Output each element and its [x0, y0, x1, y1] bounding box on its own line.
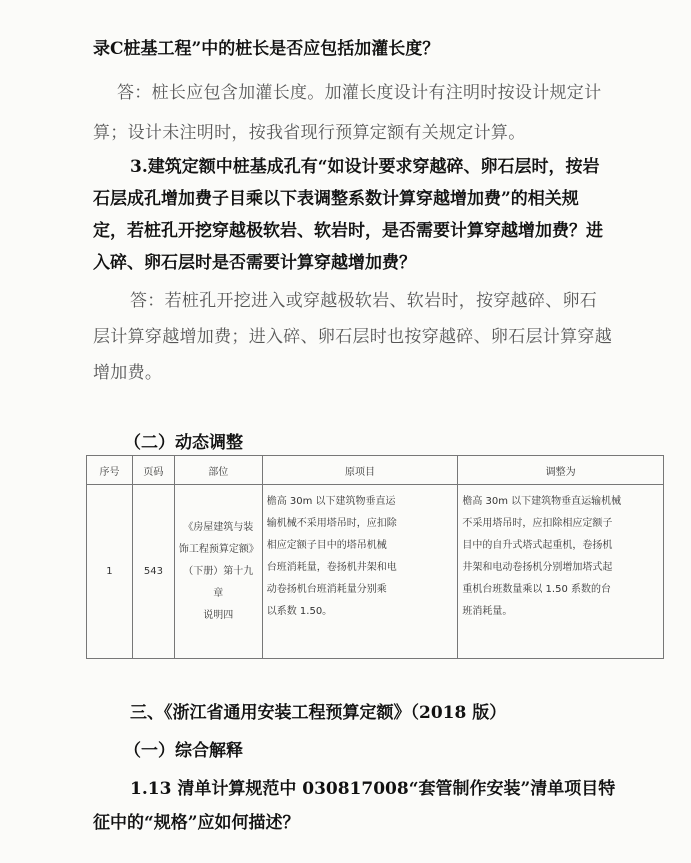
cell-line: （下册）第十九章 [183, 565, 254, 599]
cell-line: 目中的自升式塔式起重机，卷扬机 [462, 540, 613, 551]
text-line: 录C桩基工程”中的桩长是否应包括加灌长度？ [93, 39, 440, 59]
cell-line: 班消耗量。 [462, 606, 513, 617]
cell-page: 543 [132, 485, 174, 659]
cell-line: 井架和电动卷扬机分别增加塔式起 [462, 562, 613, 573]
table-row [87, 485, 664, 659]
question-line: 定，若桩孔开挖穿越极软岩、软岩时，是否需要计算穿越增加费？进 [93, 221, 603, 241]
cell-line: 不采用塔吊时，应扣除相应定额子 [462, 518, 613, 529]
cell-line: 动卷扬机台班消耗量分别乘 [266, 584, 387, 595]
cell-no: 1 [87, 485, 133, 659]
cell-line: 檐高 30m 以下建筑物垂直运输机械 [462, 496, 622, 507]
answer-line: 算；设计未注明时，按我省现行预算定额有关规定计算。 [93, 123, 526, 143]
question-line: 入碎、卵石层时是否需要计算穿越增加费？ [93, 253, 416, 273]
table-header-row [87, 456, 664, 485]
header-no: 序号 [87, 456, 133, 485]
section-heading: （一）综合解释 [124, 741, 243, 761]
answer-line: 答：若桩孔开挖进入或穿越极软岩、软岩时，按穿越碎、卵石 [130, 291, 598, 311]
cell-line: 重机台班数量乘以 1.50 系数的台 [462, 584, 611, 595]
answer-line: 答：桩长应包含加灌长度。加灌长度设计有注明时按设计规定计 [117, 83, 602, 103]
cell-part [174, 485, 262, 659]
chapter-heading: 三、《浙江省通用安装工程预算定额》（2018 版） [130, 703, 507, 723]
answer-line: 增加费。 [93, 363, 163, 383]
cell-line: 《房屋建筑与装 [183, 521, 254, 533]
cell-adjusted [458, 485, 664, 659]
cell-line: 台班消耗量，卷扬机井架和电 [266, 562, 397, 573]
cell-line: 输机械不采用塔吊时，应扣除 [266, 518, 397, 529]
question-line: 征中的“规格”应如何描述？ [93, 813, 300, 833]
cell-original [262, 485, 458, 659]
header-part: 部位 [174, 456, 262, 485]
question-line: 1.13 清单计算规范中 030817008“套管制作安装”清单项目特 [130, 779, 616, 799]
question-line: 石层成孔增加费子目乘以下表调整系数计算穿越增加费”的相关规 [93, 189, 579, 209]
header-page: 页码 [132, 456, 174, 485]
cell-line: 檐高 30m 以下建筑物垂直运 [266, 496, 396, 507]
section-heading: （二）动态调整 [124, 433, 243, 453]
cell-line: 饰工程预算定额》 [178, 543, 259, 555]
header-adjusted: 调整为 [458, 456, 664, 485]
cell-line: 以系数 1.50。 [266, 606, 333, 617]
question-line: 3.建筑定额中桩基成孔有“如设计要求穿越碎、卵石层时，按岩 [130, 157, 600, 177]
header-original: 原项目 [262, 456, 458, 485]
answer-line: 层计算穿越增加费；进入碎、卵石层时也按穿越碎、卵石层计算穿越 [93, 327, 612, 347]
cell-line: 相应定额子目中的塔吊机械 [266, 540, 387, 551]
cell-line: 说明四 [203, 609, 234, 621]
adjustment-table [86, 455, 664, 659]
